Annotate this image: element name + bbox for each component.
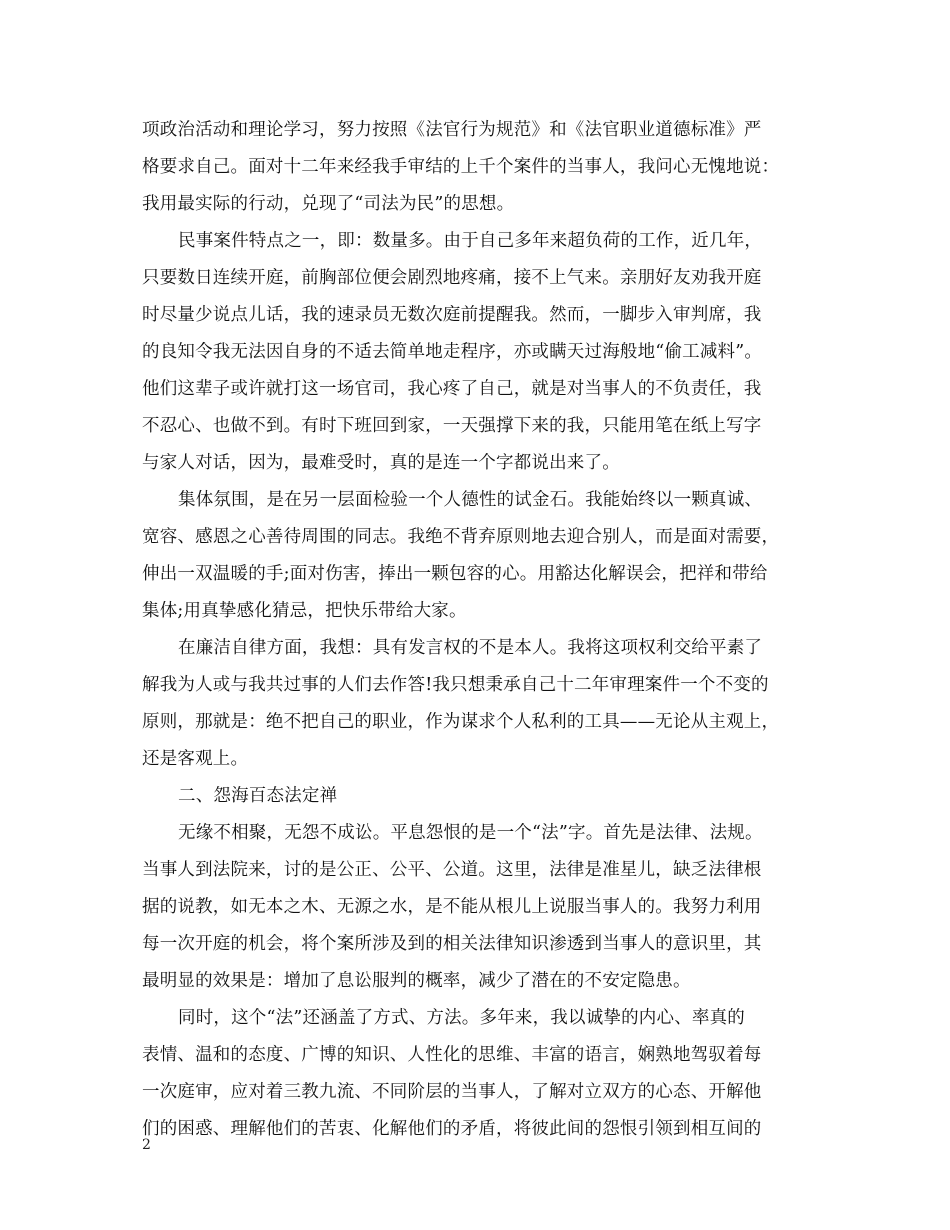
text-line: 在廉洁自律方面，我想：具有发言权的不是本人。我将这项权利交给平素了 [178, 638, 763, 658]
text-line: 格要求自己。面对十二年来经我手审结的上千个案件的当事人，我问心无愧地说： [142, 157, 780, 177]
text-line: 项政治活动和理论学习，努力按照《法官行为规范》和《法官职业道德标准》严 [142, 120, 762, 140]
text-line: 无缘不相聚，无怨不成讼。平息怨恨的是一个“法”字。首先是法律、法规。 [178, 823, 763, 843]
text-line: 集体氛围，是在另一层面检验一个人德性的试金石。我能始终以一颗真诚、 [178, 490, 763, 510]
text-line: 解我为人或与我共过事的人们去作答!我只想秉承自己十二年审理案件一个不变的 [142, 675, 769, 695]
text-line: 当事人到法院来，讨的是公正、公平、公道。这里，法律是准星儿，缺乏法律根 [142, 860, 762, 880]
text-line: 每一次开庭的机会，将个案所涉及到的相关法律知识渗透到当事人的意识里，其 [142, 934, 762, 954]
text-line: 的良知令我无法因自身的不适去简单地走程序，亦或瞒天过海般地“偷工减料”。 [142, 342, 763, 362]
text-line: 同时，这个“法”还涵盖了方式、方法。多年来，我以诚挚的内心、率真的 [178, 1008, 745, 1028]
text-line: 时尽量少说点儿话，我的速录员无数次庭前提醒我。然而，一脚步入审判席，我 [142, 305, 762, 325]
page-number: 2 [142, 1137, 151, 1153]
text-line: 还是客观上。 [142, 749, 249, 769]
text-line: 表情、温和的态度、广博的知识、人性化的思维、丰富的语言，娴熟地驾驭着每 [142, 1045, 762, 1065]
document-body [142, 112, 828, 1148]
text-line: 民事案件特点之一，即：数量多。由于自己多年来超负荷的工作，近几年， [178, 231, 763, 251]
text-line: 与家人对话，因为，最难受时，真的是连一个字都说出来了。 [142, 453, 620, 473]
text-line: 只要数日连续开庭，前胸部位便会剧烈地疼痛，接不上气来。亲朋好友劝我开庭 [142, 268, 762, 288]
text-line: 一次庭审，应对着三教九流、不同阶层的当事人，了解对立双方的心态、开解他 [142, 1082, 762, 1102]
text-line: 宽容、感恩之心善待周围的同志。我绝不背弃原则地去迎合别人，而是面对需要， [142, 527, 780, 547]
text-line: 最明显的效果是：增加了息讼服判的概率，减少了潜在的不安定隐患。 [142, 971, 691, 991]
text-line: 据的说教，如无本之木、无源之水，是不能从根儿上说服当事人的。我努力利用 [142, 897, 762, 917]
text-line: 不忍心、也做不到。有时下班回到家，一天强撑下来的我，只能用笔在纸上写字 [142, 416, 762, 436]
text-line: 我用最实际的行动，兑现了“司法为民”的思想。 [142, 194, 515, 214]
text-line: 原则，那就是：绝不把自己的职业，作为谋求个人私利的工具——无论从主观上， [142, 712, 780, 732]
text-line: 他们这辈子或许就打这一场官司，我心疼了自己，就是对当事人的不负责任，我 [142, 379, 762, 399]
text-line: 们的困惑、理解他们的苦衷、化解他们的矛盾，将彼此间的怨恨引领到相互间的 [142, 1119, 762, 1139]
text-line: 集体;用真挚感化猜忌，把快乐带给大家。 [142, 601, 467, 621]
text-line: 二、怨海百态法定禅 [178, 786, 338, 806]
text-line: 伸出一双温暖的手;面对伤害，捧出一颗包容的心。用豁达化解误会，把祥和带给 [142, 564, 768, 584]
